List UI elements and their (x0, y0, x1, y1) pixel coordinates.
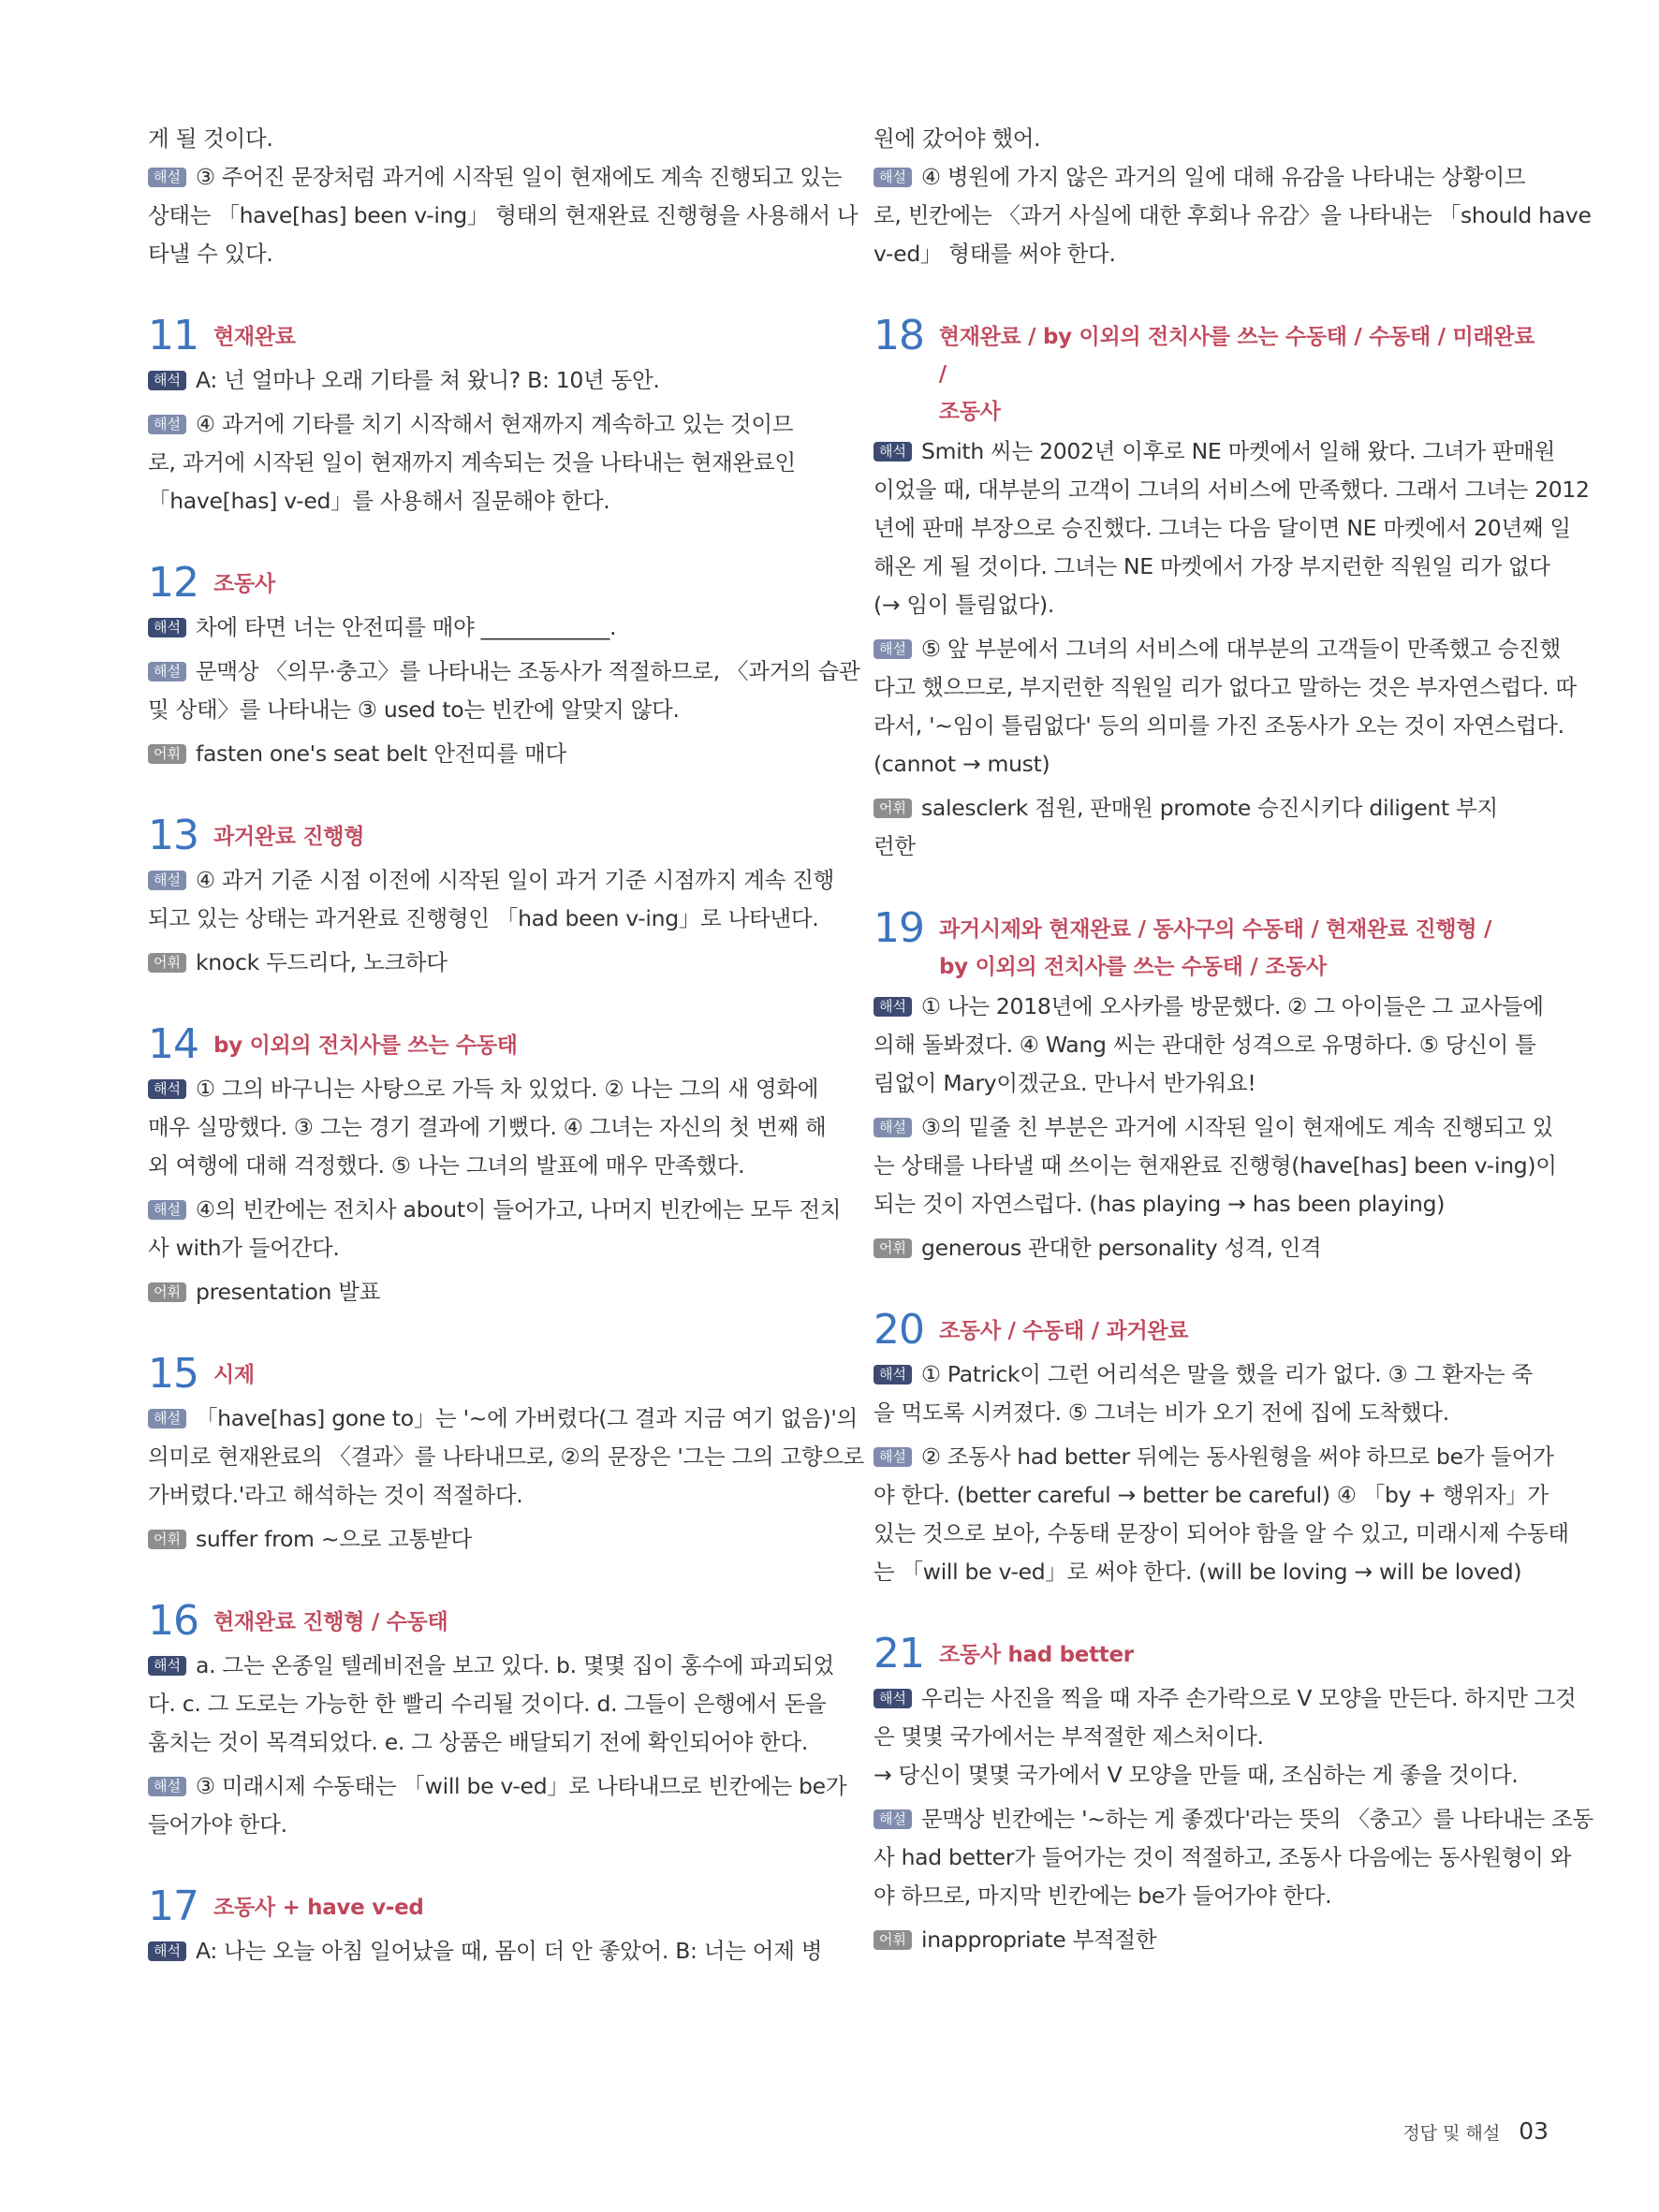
explanation-badge: 해설 (148, 1777, 186, 1796)
line-text: 차에 타면 너는 안전띠를 매야 ____________. (195, 614, 617, 640)
translation-badge: 해석 (148, 371, 186, 390)
text-line (874, 1355, 1548, 1394)
continued-explanation (148, 158, 859, 273)
vocabulary-badge: 어휘 (148, 1282, 186, 1302)
question-section (874, 904, 1557, 1267)
text-line (148, 1070, 822, 1108)
text-line (874, 1185, 1548, 1223)
explanation-block (874, 1800, 1593, 1915)
text-line (874, 1838, 1572, 1877)
continued-text-line: 원에 갔어야 했어. (874, 125, 1041, 152)
left-column (148, 120, 865, 1976)
question-number: 16 (148, 1597, 198, 1645)
text-line (874, 988, 1548, 1026)
translation-block (874, 432, 1590, 624)
text-line (148, 1932, 822, 1970)
text-line (148, 1108, 827, 1147)
question-number: 20 (874, 1306, 924, 1354)
line-text: 의해 돌봐졌다. ④ Wang 씨는 관대한 성격으로 유명하다. ⑤ 당신이 틀 (874, 1032, 1536, 1058)
text-line (874, 789, 1548, 828)
topic-line: by 이외의 전치사를 쓰는 수동태 (213, 1033, 518, 1058)
section-topic (213, 1598, 448, 1641)
translation-badge: 해석 (148, 1941, 186, 1961)
vocabulary-block (874, 789, 1548, 866)
text-line (148, 735, 822, 773)
line-text: ③의 밑줄 친 부분은 과거에 시작된 일이 현재에도 계속 진행되고 있 (920, 1114, 1553, 1140)
line-text: fasten one's seat belt 안전띠를 매다 (195, 740, 566, 767)
text-line (874, 1064, 1548, 1103)
explanation-block (148, 861, 835, 938)
translation-block (148, 608, 822, 647)
continued-explanation (874, 158, 1592, 273)
question-number: 11 (148, 312, 198, 359)
section-topic (939, 1307, 1188, 1350)
question-number: 19 (874, 904, 924, 952)
line-text: 다. c. 그 도로는 가능한 한 빨리 수리될 것이다. d. 그들이 은행에서 돈을 (148, 1691, 827, 1717)
line-text: 매우 실망했다. ③ 그는 경기 결과에 기뻤다. ④ 그녀는 자신의 첫 번째 해 (148, 1114, 827, 1140)
topic-line: by 이외의 전치사를 쓰는 수동태 / 조동사 (939, 955, 1327, 979)
text-line (874, 745, 1548, 784)
text-line (874, 548, 1548, 586)
vocabulary-badge: 어휘 (874, 1238, 912, 1258)
text-line (874, 1553, 1548, 1591)
text-line (148, 361, 822, 400)
explanation-block (874, 630, 1577, 784)
explanation-badge: 해설 (874, 1809, 912, 1829)
explanation-line (874, 158, 1548, 197)
line-text: 훔치는 것이 목격되었다. e. 그 상품은 배달되기 전에 확인되어야 한다. (148, 1729, 809, 1755)
line-text: A: 넌 얼마나 오래 기타를 쳐 왔니? B: 10년 동안. (195, 367, 660, 393)
text-line (874, 1718, 1548, 1756)
section-header (874, 1631, 1548, 1677)
question-number: 21 (874, 1630, 924, 1677)
line-text: 「have[has] v-ed」를 사용해서 질문해야 한다. (148, 488, 610, 514)
text-line (148, 482, 822, 520)
line-text: ① 그의 바구니는 사탕으로 가득 차 있었다. ② 나는 그의 새 영화에 (195, 1076, 819, 1102)
line-text: ④ 과거 기준 시점 이전에 시작된 일이 과거 기준 시점까지 계속 진행 (195, 867, 835, 893)
topic-line: 조동사 had better (939, 1643, 1134, 1667)
line-text: 이었을 때, 대부분의 고객이 그녀의 서비스에 만족했다. 그래서 그녀는 2012 (874, 476, 1590, 503)
vocabulary-badge: 어휘 (148, 953, 186, 973)
text-line (874, 828, 1548, 866)
line-text: 사 had better가 들어가는 것이 적절하고, 조동사 다음에는 동사원형이 와 (874, 1844, 1572, 1870)
text-line (148, 944, 822, 982)
line-text: 런한 (874, 833, 916, 859)
explanation-line (148, 158, 843, 197)
text-line (148, 1438, 865, 1476)
vocabulary-block (148, 1273, 822, 1311)
vocabulary-block (148, 735, 822, 773)
line-text: 상태는 「have[has] been v-ing」 형태의 현재완료 진행형을 사용해서 나 (148, 202, 859, 228)
text-line (874, 1679, 1577, 1718)
footer-label: 정답 및 해설 (1402, 2123, 1501, 2144)
explanation-block (148, 405, 822, 520)
line-text: 우리는 사진을 찍을 때 자주 손가락으로 V 모양을 만든다. 하지만 그것 (920, 1685, 1577, 1711)
line-text: 해온 게 될 것이다. 그녀는 NE 마켓에서 가장 부지런한 직원일 리가 없다 (874, 553, 1550, 579)
text-line (148, 1399, 858, 1438)
translation-block (148, 1647, 834, 1762)
section-header (148, 1021, 822, 1068)
line-text: 을 먹도록 시켜졌다. ⑤ 그녀는 비가 오기 전에 집에 도착했다. (874, 1399, 1449, 1426)
line-text: 「have[has] gone to」는 '~에 가버렸다(그 결과 지금 여기 없음)'의 (195, 1405, 858, 1431)
vocabulary-block (148, 1520, 822, 1559)
line-text: ① 나는 2018년에 오사카를 방문했다. ② 그 아이들은 그 교사들에 (920, 993, 1544, 1019)
line-text: 문맥상 빈칸에는 '~하는 게 좋겠다'라는 뜻의 〈충고〉를 나타내는 조동 (920, 1806, 1593, 1832)
text-line (874, 432, 1556, 471)
text-line (874, 1147, 1557, 1185)
translation-block (874, 1355, 1548, 1432)
line-text: 는 상태를 나타낼 때 쓰이는 현재완료 진행형(have[has] been v-ing)이 (874, 1152, 1557, 1179)
text-line (874, 1476, 1548, 1515)
text-line (874, 1515, 1569, 1553)
translation-block (874, 1679, 1577, 1795)
line-text: → 당신이 몇몇 국가에서 V 모양을 만들 때, 조심하는 게 좋을 것이다. (874, 1762, 1519, 1788)
explanation-badge: 해설 (148, 168, 186, 187)
section-topic (213, 313, 296, 356)
text-line (148, 1147, 822, 1185)
line-text: 로, 빈칸에는 〈과거 사실에 대한 후회나 유감〉을 나타내는 「should have (874, 202, 1592, 228)
line-text: ① Patrick이 그런 어리석은 말을 했을 리가 없다. ③ 그 환자는 죽 (920, 1361, 1533, 1387)
explanation-line (874, 197, 1592, 235)
line-text: ④의 빈칸에는 전치사 about이 들어가고, 나머지 빈칸에는 모두 전치 (195, 1196, 842, 1223)
text-line (148, 405, 822, 444)
section-topic (213, 813, 364, 856)
text-line (148, 1647, 834, 1685)
line-text: (→ 임이 틀림없다). (874, 592, 1055, 618)
line-text: 야 하므로, 마지막 빈칸에는 be가 들어가야 한다. (874, 1882, 1332, 1909)
section-header (874, 1307, 1548, 1354)
text-line (874, 1108, 1553, 1147)
line-text: 다고 했으므로, 부지런한 직원일 리가 없다고 말하는 것은 부자연스럽다. 따 (874, 674, 1577, 700)
topic-line: 조동사 / 수동태 / 과거완료 (939, 1319, 1189, 1343)
question-section (148, 1020, 842, 1311)
text-line (874, 471, 1590, 509)
section-topic (213, 1021, 518, 1064)
question-number: 15 (148, 1350, 198, 1398)
section-header (148, 560, 822, 607)
line-text: generous 관대한 personality 성격, 인격 (920, 1235, 1322, 1261)
line-text: 야 한다. (better careful → better be careful) ④ 「by + 행위자」가 (874, 1482, 1549, 1508)
section-topic (213, 1351, 255, 1394)
text-line (874, 1394, 1548, 1432)
section-header (148, 1883, 822, 1930)
text-line (148, 608, 822, 647)
question-section (874, 1306, 1569, 1591)
translation-block (148, 1070, 827, 1185)
text-line (148, 652, 860, 691)
explanation-line (148, 235, 822, 273)
line-text: inappropriate 부적절한 (920, 1926, 1157, 1953)
translation-badge: 해석 (148, 1656, 186, 1676)
explanation-block (148, 1399, 865, 1515)
topic-line: 현재완료 / by 이외의 전치사를 쓰는 수동태 / 수동태 / 미래완료 / (938, 325, 1535, 387)
topic-line: 조동사 (938, 400, 1001, 424)
text-line (874, 586, 1548, 624)
question-section (148, 559, 860, 773)
topic-line: 조동사 (213, 572, 275, 596)
question-section (148, 812, 835, 982)
right-column (874, 120, 1593, 1965)
line-text: knock 두드리다, 노크하다 (195, 949, 448, 975)
line-text: 및 상태〉를 나타내는 ③ used to는 빈칸에 알맞지 않다. (148, 696, 680, 723)
explanation-block (148, 652, 860, 729)
text-line (874, 1921, 1548, 1959)
line-text: 은 몇몇 국가에서는 부적절한 제스처이다. (874, 1723, 1264, 1750)
line-text: 는 「will be v-ed」로 써야 한다. (will be loving → will be loved) (874, 1559, 1522, 1585)
translation-badge: 해석 (874, 1689, 912, 1708)
text-line (874, 630, 1561, 668)
topic-line: 현재완료 (213, 325, 296, 349)
explanation-block (874, 1438, 1569, 1591)
question-section (148, 1350, 865, 1559)
explanation-block (148, 1767, 847, 1844)
text-line (148, 1806, 822, 1844)
translation-badge: 해석 (148, 618, 186, 637)
text-line (148, 1520, 822, 1559)
topic-line: 시제 (213, 1363, 255, 1387)
explanation-line (148, 197, 859, 235)
explanation-badge: 해설 (148, 415, 186, 434)
question-number: 13 (148, 812, 198, 859)
section-header (148, 1351, 822, 1398)
text-line (148, 1723, 822, 1762)
translation-badge: 해석 (874, 442, 912, 461)
explanation-badge: 해설 (874, 1447, 912, 1467)
line-text: 사 with가 들어간다. (148, 1235, 340, 1261)
text-line (148, 1685, 827, 1723)
section-topic (939, 905, 1491, 986)
page-number: 03 (1519, 2117, 1549, 2145)
line-text: 라서, '~임이 틀림없다' 등의 의미를 가진 조동사가 오는 것이 자연스럽다. (874, 712, 1564, 739)
question-section (874, 312, 1590, 866)
line-text: presentation 발표 (195, 1279, 381, 1305)
explanation-badge: 해설 (874, 1118, 912, 1137)
line-text: A: 나는 오늘 아침 일어났을 때, 몸이 더 안 좋았어. B: 너는 어제 병 (195, 1938, 823, 1964)
topic-line: 조동사 + have v-ed (213, 1896, 424, 1920)
text-line (148, 1476, 822, 1515)
topic-line: 과거완료 진행형 (213, 825, 365, 849)
vocabulary-block (874, 1921, 1548, 1959)
line-text: ④ 병원에 가지 않은 과거의 일에 대해 유감을 나타내는 상황이므 (920, 164, 1526, 190)
line-text: v-ed」 형태를 써야 한다. (874, 241, 1116, 267)
line-text: 타낼 수 있다. (148, 241, 273, 267)
text-line (874, 1026, 1548, 1064)
text-line (148, 900, 822, 938)
topic-line: 현재완료 진행형 / 수동태 (213, 1610, 448, 1634)
translation-block (874, 988, 1548, 1103)
line-text: 년에 판매 부장으로 승진했다. 그녀는 다음 달이면 NE 마켓에서 20년째 일 (874, 515, 1571, 541)
question-section (148, 313, 822, 520)
line-text: 림없이 Mary이겠군요. 만나서 반가워요! (874, 1070, 1256, 1096)
section-header (148, 1598, 822, 1645)
line-text: salesclerk 점원, 판매원 promote 승진시키다 diligent 부지 (920, 795, 1498, 821)
line-text: 외 여행에 대해 걱정했다. ⑤ 나는 그녀의 발표에 매우 만족했다. (148, 1152, 745, 1179)
line-text: 로, 과거에 시작된 일이 현재까지 계속되는 것을 나타내는 현재완료인 (148, 449, 796, 476)
vocabulary-badge: 어휘 (874, 798, 912, 818)
line-text: 문맥상 〈의무·충고〉를 나타내는 조동사가 적절하므로, 〈과거의 습관 (195, 658, 860, 684)
translation-badge: 해석 (148, 1079, 186, 1099)
translation-block (148, 1932, 822, 1970)
continued-text-line: 게 될 것이다. (148, 125, 273, 152)
text-line (148, 1273, 822, 1311)
text-line (874, 1438, 1554, 1476)
section-header (148, 813, 822, 859)
explanation-line (874, 235, 1548, 273)
text-line (874, 509, 1571, 548)
line-text: ③ 미래시제 수동태는 「will be v-ed」로 나타내므로 빈칸에는 be가 (195, 1773, 847, 1799)
explanation-badge: 해설 (874, 639, 912, 659)
explanation-block (148, 1191, 842, 1267)
vocabulary-badge: 어휘 (148, 1530, 186, 1549)
section-topic (939, 313, 1548, 431)
explanation-badge: 해설 (874, 168, 912, 187)
line-text: a. 그는 온종일 텔레비전을 보고 있다. b. 몇몇 집이 홍수에 파괴되었 (195, 1652, 834, 1678)
section-topic (939, 1631, 1134, 1674)
text-line (148, 1229, 822, 1267)
line-text: suffer from ~으로 고통받다 (195, 1526, 472, 1552)
explanation-badge: 해설 (148, 871, 186, 890)
section-topic (213, 1883, 424, 1926)
line-text: 되는 것이 자연스럽다. (has playing → has been playing) (874, 1191, 1446, 1217)
line-text: 들어가야 한다. (148, 1811, 287, 1838)
section-header (874, 313, 1548, 431)
text-line (148, 1191, 842, 1229)
question-number: 18 (874, 312, 924, 359)
explanation-badge: 해설 (148, 662, 186, 681)
line-text: (cannot → must) (874, 751, 1050, 777)
line-text: 있는 것으로 보아, 수동태 문장이 되어야 함을 알 수 있고, 미래시제 수동태 (874, 1520, 1569, 1546)
text-line (874, 1229, 1548, 1267)
question-number: 17 (148, 1882, 198, 1930)
text-line (874, 1800, 1593, 1838)
question-number: 12 (148, 559, 198, 607)
vocabulary-badge: 어휘 (874, 1930, 912, 1950)
vocabulary-block (874, 1229, 1548, 1267)
question-number: 14 (148, 1020, 198, 1068)
vocabulary-block (148, 944, 822, 982)
text-line (148, 1767, 847, 1806)
explanation-badge: 해설 (148, 1200, 186, 1220)
line-text: ③ 주어진 문장처럼 과거에 시작된 일이 현재에도 계속 진행되고 있는 (195, 164, 843, 190)
vocabulary-badge: 어휘 (148, 744, 186, 764)
topic-line: 과거시제와 현재완료 / 동사구의 수동태 / 현재완료 진행형 / (939, 917, 1492, 942)
explanation-block (874, 1108, 1557, 1223)
text-line (874, 1756, 1548, 1795)
line-text: 되고 있는 상태는 과거완료 진행형인 「had been v-ing」로 나타낸다. (148, 905, 819, 931)
translation-badge: 해석 (874, 1365, 912, 1384)
text-line (148, 691, 822, 729)
page-footer (1402, 2117, 1549, 2145)
line-text: 의미로 현재완료의 〈결과〉를 나타내므로, ②의 문장은 '그는 그의 고향으로 (148, 1443, 865, 1470)
question-section (148, 1883, 822, 1970)
section-topic (213, 560, 275, 603)
question-section (874, 1630, 1593, 1959)
line-text: ② 조동사 had better 뒤에는 동사원형을 써야 하므로 be가 들어가 (920, 1443, 1554, 1470)
text-line (874, 707, 1564, 745)
text-line (148, 861, 835, 900)
explanation-badge: 해설 (148, 1409, 186, 1428)
text-line (148, 444, 822, 482)
text-line (874, 668, 1577, 707)
line-text: Smith 씨는 2002년 이후로 NE 마켓에서 일해 왔다. 그녀가 판매원 (920, 438, 1556, 464)
translation-block (148, 361, 822, 400)
line-text: ⑤ 앞 부분에서 그녀의 서비스에 대부분의 고객들이 만족했고 승진했 (920, 636, 1561, 662)
translation-badge: 해석 (874, 997, 912, 1017)
text-line (874, 1877, 1548, 1915)
line-text: 가버렸다.'라고 해석하는 것이 적절하다. (148, 1482, 523, 1508)
line-text: ④ 과거에 기타를 치기 시작해서 현재까지 계속하고 있는 것이므 (195, 411, 794, 437)
section-header (874, 905, 1548, 986)
section-header (148, 313, 822, 359)
question-section (148, 1597, 847, 1844)
